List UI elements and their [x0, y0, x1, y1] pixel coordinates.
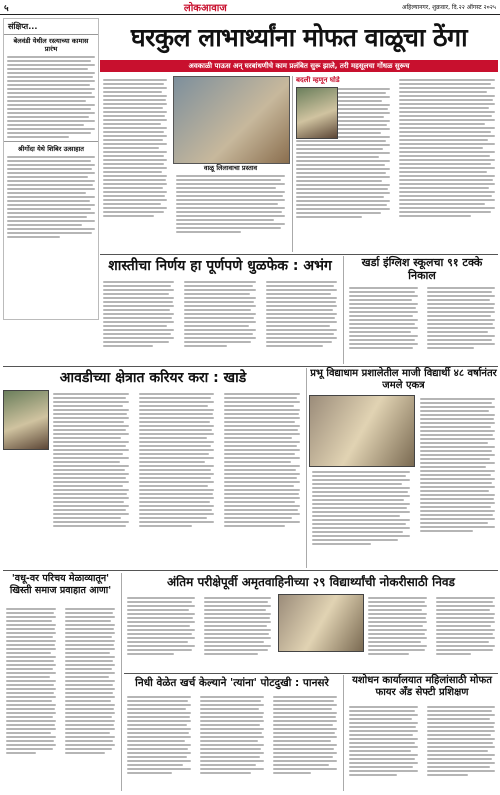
main-story-col-4: [396, 76, 498, 252]
main-story-col-2: [173, 172, 288, 252]
issue-date: अहिल्यानगर, शुक्रवार, दि.२२ ऑगस्ट २०२५: [402, 4, 496, 11]
inset-title: बदली म्हणून घोडे: [296, 76, 340, 84]
story-d-group-photo: [309, 395, 415, 467]
story-h-body: [346, 703, 498, 791]
inset-portrait: [296, 87, 338, 139]
main-subheadline: अवकाळी पाऊस अन् घरबांधणीचे काम प्रलंबित सुरू झाले, तरी महसूलचा गोंधळ सुरूच: [100, 60, 498, 72]
story-f-body-2: [365, 594, 498, 670]
story-a-body: [100, 278, 340, 362]
story-c-photo: [3, 390, 49, 450]
page-number: ५: [4, 3, 9, 14]
story-h-headline: यशोधन कार्यालयात महिलांसाठी मोफत फायर अँड सेफ्टी प्रशिक्षण: [352, 675, 492, 698]
brief-title-1: बेलवंडी येथील रस्त्याच्या कामास प्रारंभ: [13, 37, 89, 53]
photo-caption: वाळू लिलावाचा प्रस्ताव: [203, 164, 258, 172]
story-f-body-1: [124, 594, 274, 670]
house-photo: [173, 76, 290, 164]
briefs-sidebar: [3, 18, 99, 320]
inset-box: [292, 76, 393, 252]
story-b-body: [346, 284, 498, 364]
briefs-heading: संक्षिप्त...: [4, 19, 98, 35]
main-story-col-1: [100, 76, 170, 252]
story-d-body-1: [417, 395, 498, 567]
story-f-photo: [278, 594, 364, 652]
brief-title-2: श्रीगोंदा येथे शिबिर उत्साहात: [4, 141, 98, 153]
story-f-headline: अंतिम परीक्षेपूर्वी अमृतवाहिनीच्या २९ विद्यार्थ्यांची नोकरीसाठी निवड: [167, 575, 455, 589]
story-c-headline: आवडीच्या क्षेत्रात करियर करा : खाडे: [59, 370, 247, 386]
story-g-body: [124, 693, 340, 791]
story-b-headline: खर्डा इंग्लिश स्कूलचा ९१ टक्के निकाल: [361, 256, 483, 282]
story-e-body: [3, 605, 118, 791]
masthead: [0, 0, 500, 15]
story-e-headline: 'वधू-वर परिचय मेळाव्यातून' खिस्ती समाज प्रवाहात आणा': [9, 573, 112, 596]
story-d-body-2: [309, 468, 413, 568]
story-a-headline: शास्तीचा निर्णय हा पूर्णपणे धुळफेक : अभंग: [108, 258, 332, 274]
brief-body-1: [4, 53, 98, 141]
main-headline: घरकुल लाभार्थ्यांना मोफत वाळूचा ठेंगा: [130, 23, 468, 52]
story-g-headline: निधी वेळेत खर्च केल्याने 'त्यांना' पोटदुखी : पानसरे: [135, 677, 329, 689]
story-d-headline: प्रभू विद्याधाम प्रशालेतील माजी विद्यार्थी ४८ वर्षानंतर जमले एकत्र: [310, 368, 497, 391]
brief-body-2: [4, 153, 98, 241]
story-c-body: [50, 390, 303, 566]
newspaper-logo: लोकआवाज: [183, 3, 227, 14]
